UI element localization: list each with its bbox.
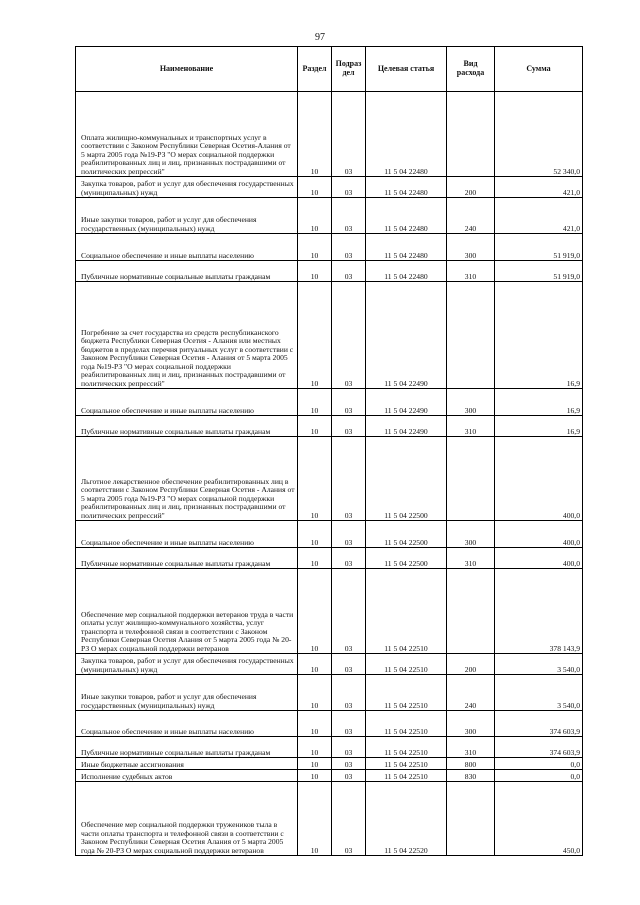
header-expense-type: Вид расхода — [447, 47, 495, 92]
row-section: 10 — [298, 261, 332, 282]
table-row — [76, 177, 583, 198]
row-target: 11 5 04 22500 — [366, 548, 447, 569]
row-target: 11 5 04 22510 — [366, 770, 447, 782]
header-section: Раздел — [298, 47, 332, 92]
row-name: Социальное обеспечение и иные выплаты населению — [76, 711, 298, 737]
row-amount: 52 340,0 — [495, 92, 583, 177]
row-subsection: 03 — [332, 782, 366, 856]
row-type: 310 — [447, 548, 495, 569]
row-name: Обеспечение мер социальной поддержки тружеников тыла в части оплаты транспорта и телефонной связи в соответствии с Законом Республики Северная Осетия Алания от 5 марта 2005 года № 20-РЗ О мерах социальной поддержки ветеранов — [76, 782, 298, 856]
row-target: 11 5 04 22490 — [366, 389, 447, 416]
row-subsection: 03 — [332, 389, 366, 416]
table-row — [76, 737, 583, 758]
row-section: 10 — [298, 675, 332, 711]
row-amount: 16,9 — [495, 416, 583, 437]
row-subsection: 03 — [332, 92, 366, 177]
row-amount: 450,0 — [495, 782, 583, 856]
row-name: Оплата жилищно-коммунальных и транспортных услуг в соответствии с Законом Республики Северная Осетия-Алания от 5 марта 2005 года №19-РЗ "О мерах социальной поддержки реабилитированных лиц и лиц, признанных пострадавшими от политических репрессий" — [76, 92, 298, 177]
table-row — [76, 416, 583, 437]
row-section: 10 — [298, 548, 332, 569]
row-name: Льготное лекарственное обеспечение реабилитированных лиц в соответствии с Законом Республики Северная Осетия - Алания от 5 марта 2005 года №19-РЗ "О мерах социальной поддержки реабилитированных лиц и лиц, признанных пострадавшими от политических репрессий" — [76, 437, 298, 521]
row-section: 10 — [298, 92, 332, 177]
row-type — [447, 782, 495, 856]
row-name: Исполнение судебных актов — [76, 770, 298, 782]
row-type: 830 — [447, 770, 495, 782]
row-type: 310 — [447, 261, 495, 282]
row-subsection: 03 — [332, 521, 366, 548]
row-target: 11 5 04 22520 — [366, 782, 447, 856]
row-target: 11 5 04 22500 — [366, 521, 447, 548]
row-amount: 400,0 — [495, 437, 583, 521]
row-type: 200 — [447, 654, 495, 675]
row-name: Социальное обеспечение и иные выплаты населению — [76, 389, 298, 416]
row-name: Иные закупки товаров, работ и услуг для обеспечения государственных (муниципальных) нужд — [76, 675, 298, 711]
row-section: 10 — [298, 177, 332, 198]
table-row — [76, 198, 583, 234]
header-subsection: Подраз дел — [332, 47, 366, 92]
row-section: 10 — [298, 437, 332, 521]
row-target: 11 5 04 22500 — [366, 437, 447, 521]
row-section: 10 — [298, 198, 332, 234]
row-amount: 16,9 — [495, 282, 583, 389]
table-row — [76, 282, 583, 389]
row-target: 11 5 04 22510 — [366, 737, 447, 758]
table-row — [76, 675, 583, 711]
row-amount: 51 919,0 — [495, 261, 583, 282]
row-section: 10 — [298, 234, 332, 261]
row-name: Иные бюджетные ассигнования — [76, 758, 298, 770]
row-target: 11 5 04 22480 — [366, 177, 447, 198]
row-subsection: 03 — [332, 548, 366, 569]
header-name: Наименование — [76, 47, 298, 92]
row-target: 11 5 04 22490 — [366, 282, 447, 389]
row-amount: 374 603,9 — [495, 711, 583, 737]
row-type — [447, 282, 495, 389]
row-name: Иные закупки товаров, работ и услуг для обеспечения государственных (муниципальных) нужд — [76, 198, 298, 234]
table-row — [76, 389, 583, 416]
row-type: 800 — [447, 758, 495, 770]
table-row — [76, 548, 583, 569]
row-section: 10 — [298, 770, 332, 782]
row-name: Закупка товаров, работ и услуг для обеспечения государственных (муниципальных) нужд — [76, 177, 298, 198]
row-name: Закупка товаров, работ и услуг для обеспечения государственных (муниципальных) нужд — [76, 654, 298, 675]
row-target: 11 5 04 22490 — [366, 416, 447, 437]
row-subsection: 03 — [332, 654, 366, 675]
row-name: Публичные нормативные социальные выплаты гражданам — [76, 261, 298, 282]
row-subsection: 03 — [332, 675, 366, 711]
page-number: 97 — [315, 32, 325, 43]
row-subsection: 03 — [332, 437, 366, 521]
row-type: 310 — [447, 416, 495, 437]
row-section: 10 — [298, 758, 332, 770]
row-amount: 3 540,0 — [495, 675, 583, 711]
row-section: 10 — [298, 737, 332, 758]
row-section: 10 — [298, 416, 332, 437]
row-section: 10 — [298, 711, 332, 737]
row-name: Публичные нормативные социальные выплаты гражданам — [76, 548, 298, 569]
row-subsection: 03 — [332, 261, 366, 282]
row-amount: 421,0 — [495, 198, 583, 234]
row-section: 10 — [298, 654, 332, 675]
row-subsection: 03 — [332, 770, 366, 782]
table-row — [76, 569, 583, 654]
row-section: 10 — [298, 569, 332, 654]
row-amount: 0,0 — [495, 758, 583, 770]
row-subsection: 03 — [332, 711, 366, 737]
row-type: 300 — [447, 389, 495, 416]
budget-table — [75, 46, 583, 856]
header-target-item: Целевая статья — [366, 47, 447, 92]
row-name: Обеспечение мер социальной поддержки ветеранов труда в части оплаты услуг жилищно-коммунального хозяйства, услуг транспорта и телефонной связи в соответствии с Законом Республики Северная Осетия Алания от 5 марта 2005 года № 20- РЗ О мерах социальной поддержки ветеранов — [76, 569, 298, 654]
row-section: 10 — [298, 782, 332, 856]
table-header-row — [76, 47, 583, 92]
table-row — [76, 92, 583, 177]
row-type — [447, 437, 495, 521]
row-target: 11 5 04 22510 — [366, 654, 447, 675]
row-section: 10 — [298, 282, 332, 389]
row-type — [447, 569, 495, 654]
row-target: 11 5 04 22510 — [366, 711, 447, 737]
row-type: 200 — [447, 177, 495, 198]
row-section: 10 — [298, 521, 332, 548]
row-subsection: 03 — [332, 569, 366, 654]
row-target: 11 5 04 22480 — [366, 92, 447, 177]
row-name: Публичные нормативные социальные выплаты гражданам — [76, 737, 298, 758]
row-type: 240 — [447, 198, 495, 234]
row-target: 11 5 04 22480 — [366, 198, 447, 234]
row-subsection: 03 — [332, 198, 366, 234]
row-name: Публичные нормативные социальные выплаты гражданам — [76, 416, 298, 437]
row-subsection: 03 — [332, 177, 366, 198]
row-type: 300 — [447, 234, 495, 261]
row-target: 11 5 04 22510 — [366, 758, 447, 770]
row-amount: 16,9 — [495, 389, 583, 416]
table-row — [76, 521, 583, 548]
table-row — [76, 711, 583, 737]
header-amount: Сумма — [495, 47, 583, 92]
row-amount: 421,0 — [495, 177, 583, 198]
row-amount: 3 540,0 — [495, 654, 583, 675]
row-target: 11 5 04 22510 — [366, 675, 447, 711]
row-amount: 374 603,9 — [495, 737, 583, 758]
table-row — [76, 758, 583, 770]
table-row — [76, 261, 583, 282]
row-type: 240 — [447, 675, 495, 711]
row-name: Погребение за счет государства из средств республиканского бюджета Республики Северная Осетия - Алания или местных бюджетов в пределах перечня ритуальных услуг в соответствии с Законом Республики Северная Осетия - Алания от 5 марта 2005 года №19-РЗ "О мерах социальной поддержки реабилитированных лиц и лиц, признанных пострадавшими от политических репрессий" — [76, 282, 298, 389]
row-amount: 51 919,0 — [495, 234, 583, 261]
row-amount: 0,0 — [495, 770, 583, 782]
row-target: 11 5 04 22480 — [366, 261, 447, 282]
table-row — [76, 437, 583, 521]
row-section: 10 — [298, 389, 332, 416]
row-subsection: 03 — [332, 737, 366, 758]
row-target: 11 5 04 22510 — [366, 569, 447, 654]
row-amount: 400,0 — [495, 521, 583, 548]
row-subsection: 03 — [332, 758, 366, 770]
row-subsection: 03 — [332, 282, 366, 389]
row-type: 300 — [447, 521, 495, 548]
row-name: Социальное обеспечение и иные выплаты населению — [76, 521, 298, 548]
table-row — [76, 654, 583, 675]
row-type: 300 — [447, 711, 495, 737]
table-row — [76, 782, 583, 856]
row-subsection: 03 — [332, 416, 366, 437]
row-target: 11 5 04 22480 — [366, 234, 447, 261]
table-row — [76, 234, 583, 261]
table-row — [76, 770, 583, 782]
row-amount: 400,0 — [495, 548, 583, 569]
row-amount: 378 143,9 — [495, 569, 583, 654]
row-name: Социальное обеспечение и иные выплаты населению — [76, 234, 298, 261]
row-type — [447, 92, 495, 177]
row-type: 310 — [447, 737, 495, 758]
row-subsection: 03 — [332, 234, 366, 261]
